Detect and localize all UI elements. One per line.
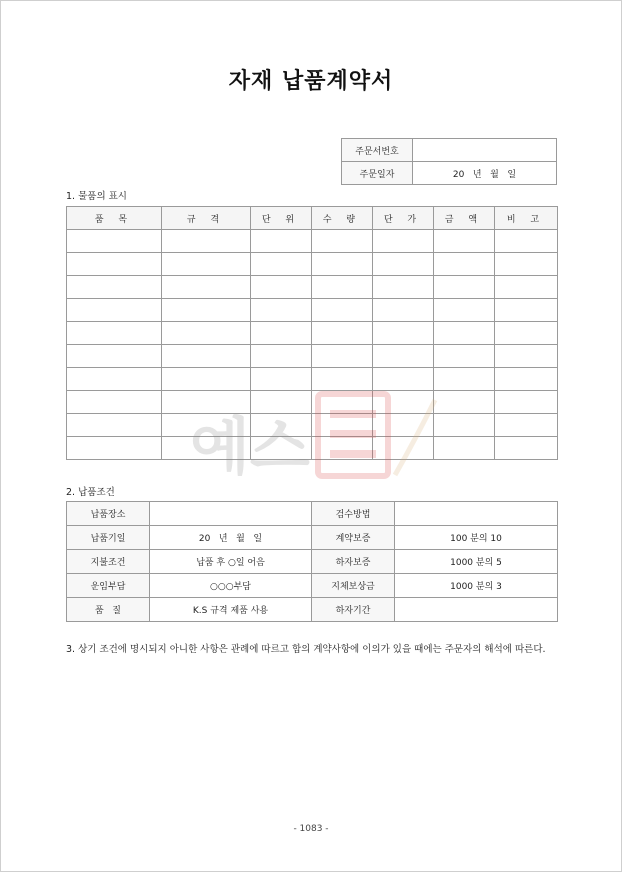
goods-cell[interactable] (495, 414, 558, 437)
goods-cell[interactable] (67, 345, 162, 368)
goods-cell[interactable] (373, 253, 434, 276)
goods-cell[interactable] (67, 230, 162, 253)
goods-cell[interactable] (251, 414, 312, 437)
goods-cell[interactable] (373, 391, 434, 414)
goods-cell[interactable] (162, 345, 251, 368)
goods-cell[interactable] (162, 276, 251, 299)
goods-cell[interactable] (251, 368, 312, 391)
section1-heading: 1. 물품의 표시 (66, 191, 127, 202)
header-unit-price: 단 가 (373, 207, 434, 230)
goods-cell[interactable] (434, 414, 495, 437)
goods-cell[interactable] (373, 299, 434, 322)
goods-cell[interactable] (251, 253, 312, 276)
goods-cell[interactable] (495, 368, 558, 391)
goods-cell[interactable] (434, 322, 495, 345)
condition-label: 검수방법 (312, 502, 395, 526)
svg-text:예스: 예스 (190, 410, 310, 483)
condition-row (67, 526, 558, 550)
goods-cell[interactable] (67, 437, 162, 460)
condition-value[interactable] (395, 502, 558, 526)
goods-cell[interactable] (373, 368, 434, 391)
condition-label: 납품기일 (67, 526, 150, 550)
goods-cell[interactable] (434, 437, 495, 460)
section2-heading: 2. 납품조건 (66, 487, 115, 498)
goods-cell[interactable] (251, 276, 312, 299)
goods-cell[interactable] (67, 276, 162, 299)
condition-value[interactable]: 100 분의 10 (395, 526, 558, 550)
goods-row (67, 345, 558, 368)
condition-label: 품 질 (67, 598, 150, 622)
condition-label: 지불조건 (67, 550, 150, 574)
order-date-value: 20 년 월 일 (413, 162, 557, 185)
goods-cell[interactable] (162, 253, 251, 276)
goods-cell[interactable] (373, 437, 434, 460)
goods-cell[interactable] (67, 253, 162, 276)
goods-row (67, 437, 558, 460)
goods-cell[interactable] (67, 368, 162, 391)
order-info-table (341, 138, 557, 185)
condition-label: 납품장소 (67, 502, 150, 526)
page-number: - 1083 - (293, 824, 329, 834)
goods-cell[interactable] (434, 368, 495, 391)
goods-cell[interactable] (251, 230, 312, 253)
goods-row (67, 230, 558, 253)
goods-cell[interactable] (495, 437, 558, 460)
goods-cell[interactable] (67, 322, 162, 345)
goods-cell[interactable] (251, 299, 312, 322)
goods-row (67, 414, 558, 437)
goods-cell[interactable] (312, 437, 373, 460)
header-amount: 금 액 (434, 207, 495, 230)
goods-cell[interactable] (495, 276, 558, 299)
header-remarks: 비 고 (495, 207, 558, 230)
order-number-label: 주문서번호 (342, 139, 413, 162)
goods-cell[interactable] (312, 391, 373, 414)
document-title: 자재 납품계약서 (228, 69, 394, 94)
section3-note: 3. 상기 조건에 명시되지 아니한 사항은 관례에 따르고 합의 계약사항에 이의가 있을 때에는 주문자의 해석에 따른다. (66, 644, 546, 655)
goods-cell[interactable] (312, 345, 373, 368)
condition-label: 지체보상금 (312, 574, 395, 598)
goods-cell[interactable] (251, 391, 312, 414)
goods-row (67, 253, 558, 276)
goods-cell[interactable] (312, 414, 373, 437)
goods-table (66, 206, 558, 460)
goods-cell[interactable] (312, 322, 373, 345)
goods-cell[interactable] (162, 230, 251, 253)
order-date-label: 주문일자 (342, 162, 413, 185)
goods-cell[interactable] (373, 345, 434, 368)
goods-cell[interactable] (495, 230, 558, 253)
goods-cell[interactable] (434, 253, 495, 276)
condition-value[interactable] (150, 502, 312, 526)
condition-value[interactable]: K.S 규격 제품 사용 (150, 598, 312, 622)
goods-cell[interactable] (373, 230, 434, 253)
goods-cell[interactable] (312, 368, 373, 391)
condition-row (67, 598, 558, 622)
goods-cell[interactable] (312, 253, 373, 276)
goods-cell[interactable] (434, 230, 495, 253)
header-spec: 규 격 (162, 207, 251, 230)
condition-label: 운임부담 (67, 574, 150, 598)
condition-label: 하자보증 (312, 550, 395, 574)
goods-row (67, 276, 558, 299)
goods-cell[interactable] (67, 299, 162, 322)
goods-cell[interactable] (312, 276, 373, 299)
condition-label: 하자기간 (312, 598, 395, 622)
goods-cell[interactable] (162, 368, 251, 391)
condition-label: 계약보증 (312, 526, 395, 550)
goods-cell[interactable] (312, 230, 373, 253)
goods-cell[interactable] (434, 391, 495, 414)
goods-cell[interactable] (162, 322, 251, 345)
goods-cell[interactable] (67, 391, 162, 414)
condition-value[interactable]: 납품 후 ○일 어음 (150, 550, 312, 574)
condition-row (67, 502, 558, 526)
goods-cell[interactable] (373, 414, 434, 437)
goods-cell[interactable] (312, 299, 373, 322)
goods-cell[interactable] (162, 391, 251, 414)
condition-row (67, 550, 558, 574)
goods-cell[interactable] (162, 414, 251, 437)
goods-cell[interactable] (251, 437, 312, 460)
condition-value[interactable]: 20 년 월 일 (150, 526, 312, 550)
goods-cell[interactable] (251, 345, 312, 368)
order-number-value (413, 139, 557, 162)
goods-row (67, 368, 558, 391)
goods-cell[interactable] (434, 299, 495, 322)
header-unit: 단 위 (251, 207, 312, 230)
goods-cell[interactable] (162, 437, 251, 460)
goods-cell[interactable] (495, 391, 558, 414)
goods-cell[interactable] (373, 322, 434, 345)
condition-value[interactable] (395, 598, 558, 622)
goods-row (67, 299, 558, 322)
header-quantity: 수 량 (312, 207, 373, 230)
condition-row (67, 574, 558, 598)
goods-cell[interactable] (495, 322, 558, 345)
goods-row (67, 322, 558, 345)
goods-cell[interactable] (495, 345, 558, 368)
delivery-conditions-table (66, 501, 558, 622)
condition-value[interactable]: ○○○부담 (150, 574, 312, 598)
goods-cell[interactable] (162, 299, 251, 322)
condition-value[interactable]: 1000 분의 5 (395, 550, 558, 574)
goods-cell[interactable] (373, 276, 434, 299)
condition-value[interactable]: 1000 분의 3 (395, 574, 558, 598)
goods-header-row (67, 207, 558, 230)
goods-cell[interactable] (434, 345, 495, 368)
goods-cell[interactable] (495, 299, 558, 322)
goods-cell[interactable] (495, 253, 558, 276)
goods-row (67, 391, 558, 414)
header-item: 품 목 (67, 207, 162, 230)
goods-cell[interactable] (434, 276, 495, 299)
goods-cell[interactable] (251, 322, 312, 345)
goods-cell[interactable] (67, 414, 162, 437)
